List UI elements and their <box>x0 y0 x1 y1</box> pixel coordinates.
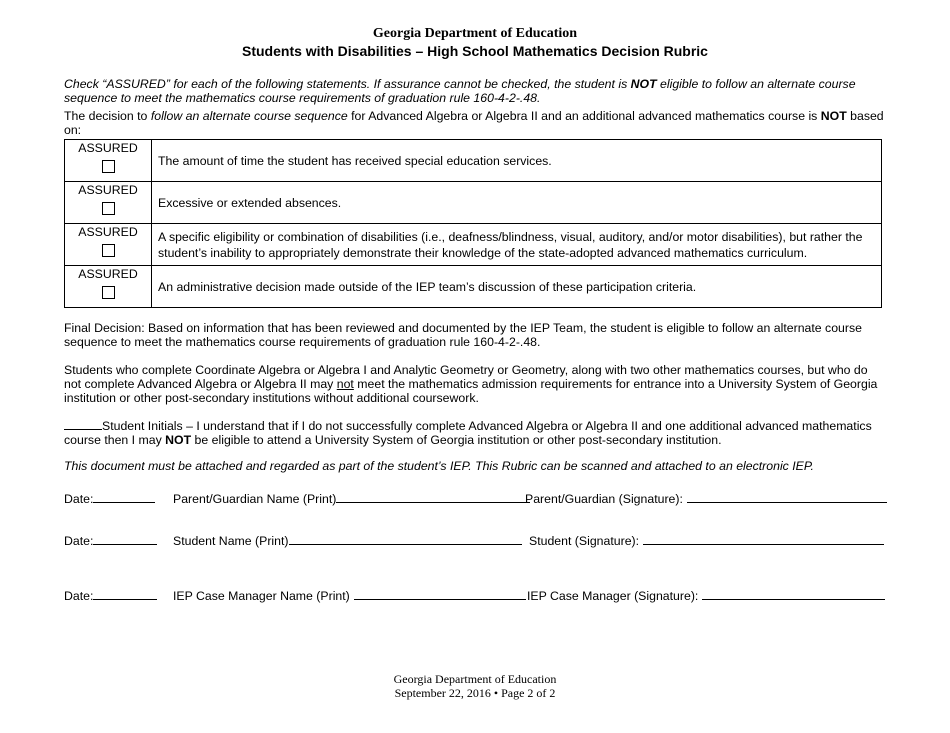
date-label: Date: <box>64 589 94 603</box>
assured-cell <box>65 182 152 224</box>
final-decision-text: Final Decision: Based on information that has been reviewed and documented by the IEP Team, the student is eligible to follow an alternate course sequence to meet the mathematics course requirements of graduation rule 160-4-2-.48. <box>64 321 862 349</box>
document-title: Students with Disabilities – High School Mathematics Decision Rubric <box>242 43 708 59</box>
table-row <box>65 266 882 308</box>
table-row <box>65 182 882 224</box>
decision-basis-text: The decision to follow an alternate course sequence for Advanced Algebra or Algebra II and an additional advanced mathematics course is NOT based on: <box>64 109 884 137</box>
initials-line[interactable] <box>64 417 102 430</box>
parent-name-line[interactable] <box>336 490 530 503</box>
assured-cell <box>65 140 152 182</box>
assured-checkbox[interactable] <box>102 286 115 299</box>
date-line[interactable] <box>93 490 155 503</box>
assured-checkbox[interactable] <box>102 160 115 173</box>
assured-label: ASSURED <box>78 267 138 281</box>
date-line[interactable] <box>93 532 157 545</box>
signature-row-case-manager <box>64 587 157 603</box>
assured-label: ASSURED <box>78 141 138 155</box>
assurance-table <box>64 139 882 308</box>
attach-note: This document must be attached and regarded as part of the student’s IEP. This Rubric can be scanned and attached to an electronic IEP. <box>64 459 814 473</box>
date-label: Date: <box>64 492 94 506</box>
footer-org: Georgia Department of Education <box>393 672 557 686</box>
assured-checkbox[interactable] <box>102 202 115 215</box>
student-name-line[interactable] <box>289 532 522 545</box>
assured-cell <box>65 224 152 266</box>
table-row <box>65 224 882 266</box>
statement-text: Excessive or extended absences. <box>152 182 882 224</box>
date-label: Date: <box>64 534 94 548</box>
signature-row-parent <box>64 490 155 506</box>
statement-text: An administrative decision made outside of the IEP team’s discussion of these participation criteria. <box>152 266 882 308</box>
admission-notice: Students who complete Coordinate Algebra or Algebra I and Analytic Geometry or Geometry, along with two other mathematics courses, but who do not complete Advanced Algebra or Algebra II may not meet the mathematics admission requirements for entrance into a University System of Georgia institution or other post-secondary institutions without additional coursework. <box>64 363 878 405</box>
student-name-label: Student Name (Print) <box>173 534 289 548</box>
case-manager-signature-label: IEP Case Manager (Signature): <box>527 589 699 603</box>
header-org: Georgia Department of Education <box>372 26 578 41</box>
date-line[interactable] <box>93 587 157 600</box>
assured-checkbox[interactable] <box>102 244 115 257</box>
case-manager-name-line[interactable] <box>354 587 526 600</box>
assured-label: ASSURED <box>78 225 138 239</box>
assured-label: ASSURED <box>78 183 138 197</box>
parent-name-label: Parent/Guardian Name (Print) <box>173 492 337 506</box>
footer-date-page: September 22, 2016 • Page 2 of 2 <box>394 686 556 700</box>
check-instructions: Check “ASSURED” for each of the following statements. If assurance cannot be checked, the student is NOT eligible to follow an alternate course sequence to meet the mathematics course requirements of graduation rule 160-4-2-.48. <box>64 77 856 105</box>
student-signature-label: Student (Signature): <box>529 534 640 548</box>
case-manager-signature-line[interactable] <box>702 587 885 600</box>
statement-text: A specific eligibility or combination of disabilities (i.e., deafness/blindness, visual, auditory, and/or motor disabilities), but rather the student’s inability to appropriately demonstrate their knowledge of the state-adopted advanced mathematics curriculum. <box>152 224 882 266</box>
student-initials-statement: Student Initials – I understand that if I do not successfully complete Advanced Algebra or Algebra II and one additional advanced mathematics course then I may NOT be eligible to attend a University System of Georgia institution or other post-secondary institution. <box>64 419 872 447</box>
student-signature-line[interactable] <box>643 532 884 545</box>
signature-row-student <box>64 532 157 548</box>
table-row <box>65 140 882 182</box>
parent-signature-line[interactable] <box>687 490 887 503</box>
assured-cell <box>65 266 152 308</box>
statement-text: The amount of time the student has received special education services. <box>152 140 882 182</box>
case-manager-name-label: IEP Case Manager Name (Print) <box>173 589 350 603</box>
parent-signature-label: Parent/Guardian (Signature): <box>525 492 683 506</box>
